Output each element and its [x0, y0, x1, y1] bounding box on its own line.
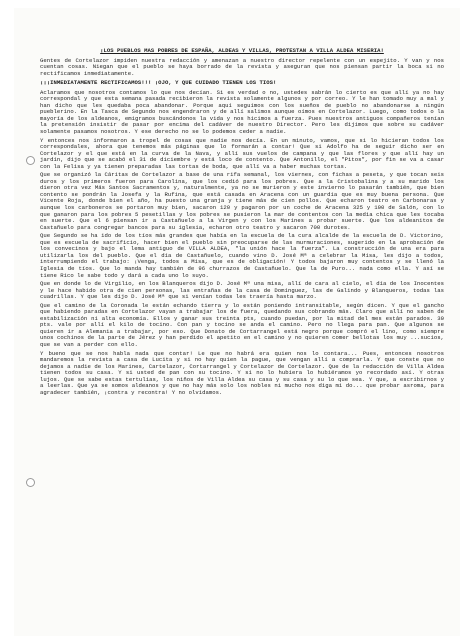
intro-paragraph: Gentes de Cortelazor impiden nuestra redacción y amenazan a nuestro director repelente con un espejito. Y van y nos cuentan cosas. Niegan que el pueblo se haya borrado de la revista y aseguran que nos piensan partir la boca si no rectificamos inmediatamente.	[40, 56, 444, 77]
body-paragraph: Que el camino de la Coronada le están echando tierra y lo están poniendo intransitable, según dicen. Y que el gancho que habiendo paradas en Cortelazor vayan a trabajar los de fuera, quedando sus cobrando más. Claro que allí no saben de estabilización ni alta economía. Ellos y ganar sus treinta pts, cuando puedan, por la mitad del mes están parados. 30 pts. vale por allí el kilo de tocino. Con pan y tocino se anda el camino. Pero no llega para pan. Que algunos se quieren ir a Alemania a trabajar, por eso. Que Donato de Cortarrangel está negro porque compró el lino, como siempre unos cochinos de la parte de Jérez y han perdido el apetito en el camino y no quieren comer bellotas los muy ...sucios, que se van a perder con ello.	[40, 301, 444, 348]
body-paragraph: Que Segundo se ha ido de los tíos más grandes que había en la escuela de la cura alcalde de la escuela de D. Victorino, que es escuela de sacrificio, hacer bien el pueblo sin preocuparse de las murmuraciones, sugerido en la aprobación de los convecinos y bajo el lema antiguo de VILLA ALDEA, "la unión hace la fuerza". La construcción de una era para utilizarla los del pueblo. Que el día de Castañuelo, cuando vino D. José Mª a celebrar la Misa, les dijo a todos, interrumpiendo el trabajo: ¡Venga, todos a Misa, que es de obligación! Y todos bajaron muy contentos y se llenó la Iglesia de tíos. Que lo manda hay también de 96 churrazos de Castañuelo. Que la de Puro... nada como ella. Y así se tiene Rico le sabe todo y dará a cada uno lo suyo.	[40, 232, 444, 279]
body-paragraph: Aclaramos que nosotros contamos lo que nos decían. Si es verdad o no, ustedes sabrán lo cierto es que allí ya no hay correspondal y que esta semana pasada recibieron la revista solamente algunos y por correo. Y le han tomado muy a mal y han dicho que les quedaba poca abandonar. Porque aquí seguimos con los sueños de pueblo no abandonarse a ningún pueblerino. En la Tasca de Segundo nos engendraron y de allí salimos aunque oímos en Cortelazor. Luego, como todos o la mayoría de los aldeanos, emigramos buscándonos la vida y nos hicimos a fuerza. Pues nuestros antiguos compañeros tenían la pretensión insistir de pasar por encima del cadáver de nuestro Director. Pero les dijimos que sobre su cadáver solamente pasamos nosotros. Y ese derecho no se lo podemos ceder a nadie.	[40, 88, 444, 136]
article-body	[40, 48, 444, 398]
article-title: ¡LOS PUEBLOS MAS POBRES DE ESPAÑA, ALDEAS Y VILLAS, PROTESTAN A VILLA ALDEA MISERIA!	[100, 47, 384, 54]
document-page	[14, 8, 460, 636]
body-paragraph: Y bueno que se nos habla nada que contar! Le que no habrá era quien nos lo contara... Pues, entonces nosotros mandaremos la revista a casa de Lucita y si no hay quien la pague, que vengan allí a comprarla. Y que conste que no dejamos a nadie de los Marines, Cartelazor, Cortarrangel y Cortelazor de Cortelazor. Que de la redacción de Villa Aldea tienen todos su casa. Y si usted de pan con su tocino. Y si no lo hubiera lo hubiéramos yo recordado así. Y otras lujos. Que se sabe estas tertulias, los niños de Villa Aldea su casa y su casa y su lo que sea. Y que, a escribirnos y a leerlas. Que ya se somos aldeanos y que no hay más solo los nobles ni mucho nos diga mi do... que probar asroma, para agradecer también, ¡contra y recontra! Y no olvidamos.	[40, 349, 444, 396]
body-paragraph: Que en donde lo de Virgilio, en los Blanqueros dijo D. José Mª una misa, allí de cara al cielo, el día de los Inocentes y le hace habido otra de cien personas, las entrañas de la casa de Domínguez, las de Galindo y Blanqueros, todas las cuadrillas. Y que les dijo D. José Mª que si venían todas les traería hasta marzo.	[40, 280, 444, 301]
body-paragraph: Y entonces nos informaron a tropel de cosas que nadie nos decía. En un minuto, vamos, que si lo hicieran todos los correspondales, ahora que tenemos más páginas que lo formarán a contar! Que si Adolfo ha de seguir dicho ser en Cortelazor y el que está en la curva de la Nava, y allí sus vuelos de campana y que las flores y que allí hay un jardín, dijo que se acabó el 31 de diciembre y está loco de contento. Que Antonillo, el "Pitos", por fin se va a casar con la Felisa y ya tienen preparadas las tortas de boda, que allí va a haber muchas tortas.	[40, 136, 444, 170]
binder-hole	[26, 156, 35, 165]
body-paragraph: Que se organizó la Cáritas de Cortelazor a base de una rifa semanal, los viernes, con fichas a peseta, y que tocan seis duros y los primeros fueron para Carolina, que los cedió para los pobres. Que a la Cristobalina y a su marido los dieron otra vez Más Santos Sacramentos y, naturalmente, ya no se murieron y este invierno lo pasarán también, que bien contento se pondrán la Josefa y la Rufina, que está casada en Aracena con un guardia que es muy buena persona. Que Vicente Roja, donde bien el año, ha puesto una granja y tiene más de cien pollos. Que echaron teatro en Carbonaras y aunque los carboneros se portaron muy bien, sacaron 120 y pagaron por un coche de Aracena 325 y 100 de Salón, con lo que ganaron para los pobres 5 pesetillas y los pobres se pusieron la mar de contentos con la media chica que les tocaba en suerte. Que el 6 piensan ir a Castañuelo a la Virgen y con los Marines a probar suerte. Que los aldeanitos de Castañuelo para congregar bancos para su iglesia, echaron otro teatro y sacaron 700 durotes.	[40, 171, 444, 231]
section-heading: ¡¡¡INMEDIATAMENTE RECTIFICAMOS!!! ¡OJO, Y QUE CUIDADO TIENEN LOS TIOS!	[40, 79, 277, 87]
binder-hole	[26, 478, 35, 487]
